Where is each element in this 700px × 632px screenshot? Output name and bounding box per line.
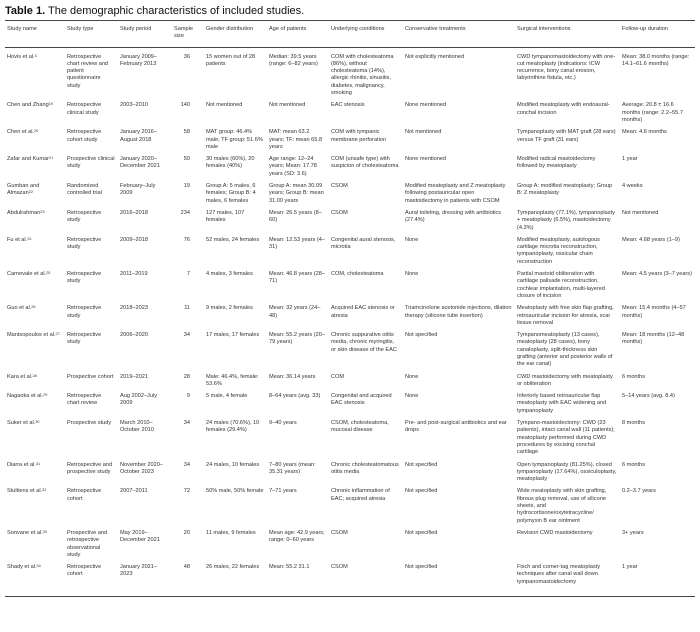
surgical-interventions-cell: Tympanoplasty (77.1%), tympanoplasty + meatoplasty (6.5%), mastoidectomy (4.3%) [517, 209, 615, 231]
study-name-cell [5, 391, 65, 418]
surgical-interventions-cell: Modified radical mastoidectomy followed by meatoplasty [517, 156, 596, 170]
header-row [5, 21, 695, 48]
study-type-cell: Retrospective and prospective study [67, 461, 113, 475]
study-name-cell [5, 460, 65, 487]
gender-distribution-cell: MAT group: 46.4% male; TF group: 51.6% male [206, 129, 263, 150]
underlying-conditions-cell: CSOM, cholesteatoma, mucosal disease [331, 420, 389, 434]
table-row [5, 303, 695, 330]
sample-size-cell: 140 [180, 102, 190, 109]
study-name-cell [5, 486, 65, 527]
gender-distribution-cell: 52 males, 24 females [206, 236, 260, 243]
study-type-cell: Retrospective cohort study [67, 129, 102, 143]
surgical-interventions-cell: Fisch and corner-tag meatoplasty techniques after canal wall down tympanomastoidectomy [517, 564, 601, 585]
study-type-cell: Randomized controlled trial [67, 183, 102, 197]
column-header: Gender distribution [206, 26, 254, 32]
sample-size-cell: 234 [180, 209, 190, 216]
table-title: The demographic characteristics of included studies. [48, 5, 305, 17]
surgical-interventions-cell: Modified meatoplasty, autologous cartilage microtia reconstruction, tympanoplasty, ossicular chain reconstruction [517, 236, 600, 265]
table-row [5, 269, 695, 303]
follow-up-duration-cell: 1 year [622, 564, 638, 571]
study-name-cell [5, 418, 65, 459]
age-of-patients-cell: Median: 39.5 years (range: 6–82 years) [269, 53, 318, 67]
follow-up-duration-cell: Mean: 4.68 years (1–9) [622, 236, 680, 243]
conservative-treatments-cell: Not mentioned [405, 129, 442, 136]
sample-size-cell: 28 [183, 373, 190, 380]
reference-number: 33 [42, 529, 47, 534]
table-row [5, 330, 695, 371]
gender-distribution-cell: 15 women out of 28 patients [206, 53, 256, 67]
surgical-interventions-cell: Wide meatoplasty with skin grafting, fibrous plug removal, use of silicone sheets, and hydrocortisone/oxytetracycline/ polymyxin B ear ointment [517, 488, 607, 524]
surgical-interventions-cell: CWD mastoidectomy with meatoplasty or obliteration [517, 373, 613, 387]
study-name-cell [5, 100, 65, 127]
age-of-patients-cell: Mean: 12.53 years (4–31) [269, 236, 325, 251]
conservative-treatments-cell: None [405, 271, 419, 278]
reference-number: 26 [31, 305, 36, 310]
follow-up-duration-cell: 0.2–3.7 years [622, 488, 656, 495]
study-name-cell [5, 330, 65, 371]
surgical-interventions-cell: Meatoplasty with free skin flap grafting, retroauricular incision for atresia, scar tissue removal [517, 305, 614, 326]
study-period-cell: February–July 2009 [120, 183, 156, 197]
reference-number: 28 [32, 373, 37, 378]
demographics-table [5, 20, 695, 597]
study-name-text: Abdulrahman [7, 209, 41, 216]
table-row [5, 528, 695, 562]
follow-up-duration-cell: 5–14 years (avg. 8.4) [622, 393, 675, 400]
gender-distribution-cell: 5 male, 4 female [206, 393, 248, 400]
study-name-cell [5, 208, 65, 235]
reference-number: 5 [34, 53, 37, 58]
conservative-treatments-cell: Pre- and post-surgical antibiotics and ear drops [405, 420, 507, 434]
study-name-text: Hovis et al. [7, 53, 35, 60]
reference-number: 20 [34, 129, 39, 134]
table-row [5, 181, 695, 208]
sample-size-cell: 19 [183, 183, 190, 190]
study-name-text: Diarra et al. [7, 461, 36, 468]
surgical-interventions-cell: Tympanoplasty with MAT graft (28 ears) versus TF graft (31 ears) [517, 129, 616, 143]
study-type-cell: Retrospective chart review and patient questionnaire study [67, 53, 109, 89]
study-name-text: Carnevale et al. [7, 271, 47, 278]
column-header: Underlying conditions [331, 26, 385, 32]
column-header: Study name [7, 26, 37, 32]
study-period-cell: 2003–2010 [120, 102, 148, 109]
conservative-treatments-cell: Not specified [405, 332, 438, 339]
study-name-text: Kara et al. [7, 373, 33, 380]
underlying-conditions-cell: EAC stenosis [331, 102, 365, 109]
study-type-cell: Retrospective chart review [67, 393, 102, 407]
age-of-patients-cell: Mean: 46.8 years (28–71) [269, 271, 325, 285]
table-row [5, 486, 695, 527]
study-name-cell [5, 562, 65, 596]
sample-size-cell: 72 [183, 488, 190, 495]
column-header: Study period [120, 26, 152, 32]
gender-distribution-cell: 24 males, 10 females [206, 461, 260, 468]
age-of-patients-cell: Not mentioned [269, 102, 306, 109]
sample-size-cell: 20 [183, 529, 190, 536]
gender-distribution-cell: 9 males, 2 females [206, 305, 253, 312]
study-period-cell: 2011–2019 [120, 271, 148, 278]
gender-distribution-cell: Not mentioned [206, 102, 243, 109]
sample-size-cell: 11 [184, 305, 190, 312]
reference-number: 32 [42, 488, 47, 493]
column-header: Conservative treatments [405, 26, 466, 32]
study-name-text: Suker et al. [7, 420, 36, 427]
follow-up-duration-cell: Mean: 4.5 years (3–7 years) [622, 271, 692, 278]
study-period-cell: January 2020–December 2021 [120, 156, 160, 170]
sample-size-cell: 34 [183, 420, 190, 427]
underlying-conditions-cell: COM, cholesteatoma [331, 271, 384, 278]
study-name-text: Fu et al. [7, 236, 28, 243]
underlying-conditions-cell: CSOM [331, 529, 348, 536]
reference-number: 31 [35, 461, 41, 466]
study-period-cell: 2019–2021 [120, 373, 148, 380]
study-type-cell: Retrospective study [67, 236, 102, 251]
study-type-cell: Retrospective study [67, 271, 102, 285]
age-of-patients-cell: Group A: mean 30.09 years; Group B: mean 31.00 years [269, 183, 324, 204]
underlying-conditions-cell: COM (unsafe type) with suspicion of cholesteatoma [331, 156, 399, 170]
study-name-text: Chen et al. [7, 129, 35, 136]
study-type-cell: Retrospective cohort [67, 564, 102, 578]
column-header: Study type [67, 26, 94, 32]
study-name-text: Gumban and Almazan [7, 183, 40, 197]
gender-distribution-cell: 11 males, 9 females [206, 529, 256, 536]
gender-distribution-cell: Male: 46.4%, female: 53.6% [206, 373, 259, 387]
surgical-interventions-cell: Group A: modified meatoplasty; Group B: Z meatoplasty [517, 183, 613, 197]
underlying-conditions-cell: Congenital aural stenosis, microtia [331, 236, 396, 251]
conservative-treatments-cell: Not specified [405, 461, 438, 468]
age-of-patients-cell: Mean: 36.14 years [269, 373, 316, 380]
follow-up-duration-cell: Mean: 38.0 months (range: 14.1–61.6 months) [622, 53, 690, 67]
study-name-text: Stultiens et al. [7, 488, 43, 495]
study-name-cell [5, 372, 65, 392]
conservative-treatments-cell: None mentioned [405, 102, 447, 109]
conservative-treatments-cell: None mentioned [405, 156, 447, 163]
surgical-interventions-cell: Open tympanoplasty (81.25%), closed tympanoplasty (17.64%), ossiculoplasty, meatoplasty [517, 461, 617, 483]
reference-number: 25 [46, 271, 51, 276]
sample-size-cell: 34 [183, 332, 190, 339]
follow-up-duration-cell: 4 weeks [622, 183, 643, 190]
reference-number: 30 [35, 420, 40, 425]
conservative-treatments-cell: None [405, 393, 419, 400]
table-row [5, 372, 695, 392]
study-type-cell: Prospective cohort [67, 373, 114, 380]
surgical-interventions-cell: Tympanomeatoplasty (13 cases), meatoplasty (28 cases), bony canaloplasty, split-thickness skin grafting (anterior and posterior walls of the ear canal) [517, 332, 613, 368]
study-name-text: Zafar and Kumar [7, 156, 49, 163]
study-period-cell: March 2010–October 2010 [120, 420, 154, 434]
underlying-conditions-cell: Chronic suppurative otitis media, chronic myringitis, or skin disease of the EAC [331, 332, 397, 353]
surgical-interventions-cell: Inferiorly based retroauricular flap meatoplasty with EAC widening and tympanoplasty [517, 393, 607, 414]
sample-size-cell: 34 [183, 461, 190, 468]
follow-up-duration-cell: Not mentioned [622, 209, 659, 216]
study-type-cell: Prospective clinical study [67, 156, 115, 170]
follow-up-duration-cell: 6 months [622, 373, 646, 380]
column-header: Surgical interventions [517, 26, 571, 32]
gender-distribution-cell: 50% male, 50% female [206, 488, 264, 495]
gender-distribution-cell: 17 males, 17 females [206, 332, 260, 339]
sample-size-cell: 76 [183, 236, 190, 243]
age-of-patients-cell: Age range: 12–24 years; Mean: 17.78 years (SD: 3.6) [269, 156, 317, 177]
age-of-patients-cell: Mean age: 42.9 years; range: 0–60 years [269, 529, 325, 544]
study-type-cell: Retrospective study [67, 332, 102, 346]
gender-distribution-cell: 30 males (60%), 20 females (40%) [206, 156, 255, 170]
study-name-cell [5, 154, 65, 181]
gender-distribution-cell: Group A: 5 males, 6 females; Group B: 4 males, 6 females [206, 183, 256, 204]
conservative-treatments-cell: Aural toileting, dressing with antibiotics (27.4%) [405, 209, 502, 224]
conservative-treatments-cell: Not explicitly mentioned [405, 53, 465, 60]
underlying-conditions-cell: CSOM [331, 183, 348, 190]
sample-size-cell: 58 [183, 129, 190, 136]
underlying-conditions-cell: Acquired EAC stenosis or atresia [331, 305, 395, 319]
reference-number: 27 [55, 332, 60, 337]
table-label: Table 1. [5, 5, 46, 17]
study-name-text: Nagaoka et al. [7, 393, 44, 400]
age-of-patients-cell: 7–71 years [269, 488, 297, 495]
follow-up-duration-cell: 6 months [622, 461, 646, 468]
sample-size-cell: 9 [186, 393, 190, 400]
gender-distribution-cell: 4 males, 3 females [206, 271, 253, 278]
gender-distribution-cell: 24 males (70.6%), 10 females (29.4%) [206, 420, 260, 434]
surgical-interventions-cell: Tympano-mastoidectomy: CWD (23 patients), intact canal wall (11 patients); meatoplasty performed during CWD procedures by excising conchal cartilage [517, 420, 615, 456]
study-name-text: Guo et al. [7, 305, 32, 312]
study-period-cell: November 2020–October 2023 [120, 461, 163, 475]
study-period-cell: 2009–2018 [120, 236, 148, 243]
underlying-conditions-cell: COM [331, 373, 345, 380]
sample-size-cell: 50 [183, 156, 190, 163]
conservative-treatments-cell: Not specified [405, 488, 438, 495]
study-name-cell [5, 235, 65, 269]
reference-number: 19 [48, 102, 53, 107]
age-of-patients-cell: Mean: 26.5 years (8–60) [269, 209, 322, 224]
follow-up-duration-cell: 1 year [622, 156, 638, 163]
study-type-cell: Retrospective clinical study [67, 102, 102, 116]
table-row [5, 235, 695, 269]
gender-distribution-cell: 127 males, 107 females [206, 209, 245, 224]
reference-number: 23 [40, 209, 45, 214]
age-of-patients-cell: MAT: mean 63.2 years; TF: mean 65.8 years [269, 129, 323, 150]
follow-up-duration-cell: Mean: 4.6 months [622, 129, 667, 136]
study-period-cell: Aug 2002–July 2009 [120, 393, 158, 407]
study-period-cell: 2007–2011 [120, 488, 148, 495]
table-row [5, 47, 695, 100]
reference-number: 34 [36, 564, 41, 569]
sample-size-cell: 36 [183, 53, 190, 60]
table-row [5, 154, 695, 181]
follow-up-duration-cell: Mean: 18 months (12–48 months) [622, 332, 685, 346]
underlying-conditions-cell: COM with cholesteatoma (86%), without cholesteatoma (14%), allergic rhinitis, sinusitis, diabetes, malignancy, smoking [331, 53, 394, 97]
follow-up-duration-cell: 8 months [622, 420, 646, 427]
study-type-cell: Prospective and retrospective observational study [67, 529, 108, 558]
underlying-conditions-cell: Congenital and acquired EAC stenosis [331, 393, 392, 407]
table-row [5, 418, 695, 459]
study-name-text: Chen and Zhang [7, 102, 49, 109]
age-of-patients-cell: 7–80 years (mean: 35.31 years) [269, 461, 316, 475]
follow-up-duration-cell: Average: 20.8 ± 16.6 months (range: 2.2–55.7 months) [622, 102, 683, 123]
surgical-interventions-cell: Modified meatoplasty with endoaural-conchal incision [517, 102, 610, 116]
follow-up-duration-cell: Mean: 15.4 months (4–57 months) [622, 305, 686, 319]
table-row [5, 562, 695, 596]
study-period-cell: May 2019–December 2021 [120, 529, 160, 544]
study-name-cell [5, 47, 65, 100]
conservative-treatments-cell: None [405, 373, 419, 380]
study-period-cell: January 2009–February 2013 [120, 53, 158, 67]
study-period-cell: 2018–2023 [120, 305, 148, 312]
underlying-conditions-cell: CSOM [331, 209, 348, 216]
age-of-patients-cell: Mean: 55.2 31.1 [269, 564, 310, 571]
surgical-interventions-cell: CWD tympanomastoidectomy with one-cut meatoplasty (indications: ICW recurrence, bony canal erosion, labyrinthine fistula, etc.) [517, 53, 616, 82]
study-name-cell [5, 528, 65, 562]
table-row [5, 391, 695, 418]
underlying-conditions-cell: CSOM [331, 564, 348, 571]
study-name-cell [5, 269, 65, 303]
sample-size-cell: 48 [183, 564, 190, 571]
study-name-text: Sonvane et al. [7, 529, 43, 536]
table-row [5, 100, 695, 127]
conservative-treatments-cell: Modified meatoplasty and Z meatoplasty following postauricular open mastoidectomy in patients with CSOM [405, 183, 506, 204]
study-period-cell: January 2021–2023 [120, 564, 158, 578]
underlying-conditions-cell: Chronic inflammation of EAC; acquired atresia [331, 488, 390, 502]
column-header: Age of patients [269, 26, 307, 32]
conservative-treatments-cell: Not specified [405, 564, 438, 571]
conservative-treatments-cell: Triamcinolone acetonide injections, dilation therapy (silicone tube insertion) [405, 305, 512, 319]
reference-number: 22 [28, 190, 33, 195]
table-row [5, 460, 695, 487]
conservative-treatments-cell: Not specified [405, 529, 438, 536]
column-header: Sample size [174, 26, 193, 40]
study-name-text: Mantsopoulos et al. [7, 332, 56, 339]
study-period-cell: 2006–2020 [120, 332, 148, 339]
sample-size-cell: 7 [186, 271, 190, 278]
surgical-interventions-cell: Revision CWD mastoidectomy [517, 529, 593, 536]
table-caption [5, 5, 304, 17]
study-period-cell: January 2016–August 2018 [120, 129, 158, 143]
study-period-cell: 2016–2018 [120, 209, 148, 216]
conservative-treatments-cell: None [405, 236, 419, 243]
table-row [5, 208, 695, 235]
study-name-cell [5, 127, 65, 154]
study-type-cell: Prospective study [67, 420, 112, 427]
study-type-cell: Retrospective cohort [67, 488, 102, 502]
study-type-cell: Retrospective study [67, 305, 102, 319]
reference-number: 21 [48, 156, 54, 161]
reference-number: 24 [27, 236, 32, 241]
age-of-patients-cell: 8–64 years (avg. 33) [269, 393, 321, 400]
gender-distribution-cell: 26 males, 22 females [206, 564, 260, 571]
study-name-cell [5, 181, 65, 208]
underlying-conditions-cell: COM with tympanic membrane perforation [331, 129, 387, 143]
column-header: Follow-up duration [622, 26, 669, 32]
study-type-cell: Retrospective study [67, 209, 102, 224]
surgical-interventions-cell: Partial mastoid obliteration with cartilage palisade reconstruction, cochlear implantation, multi-layered closure of incision [517, 271, 605, 299]
follow-up-duration-cell: 3+ years [622, 529, 644, 536]
study-name-cell [5, 303, 65, 330]
table-row [5, 127, 695, 154]
age-of-patients-cell: 9–40 years [269, 420, 297, 427]
age-of-patients-cell: Mean: 32 years (24–48) [269, 305, 321, 319]
reference-number: 29 [43, 393, 48, 398]
underlying-conditions-cell: Chronic cholesteatomatous otitis media [331, 461, 399, 475]
study-name-text: Shady et al. [7, 564, 37, 571]
age-of-patients-cell: Mean: 55.2 years (20–79 years) [269, 332, 325, 346]
